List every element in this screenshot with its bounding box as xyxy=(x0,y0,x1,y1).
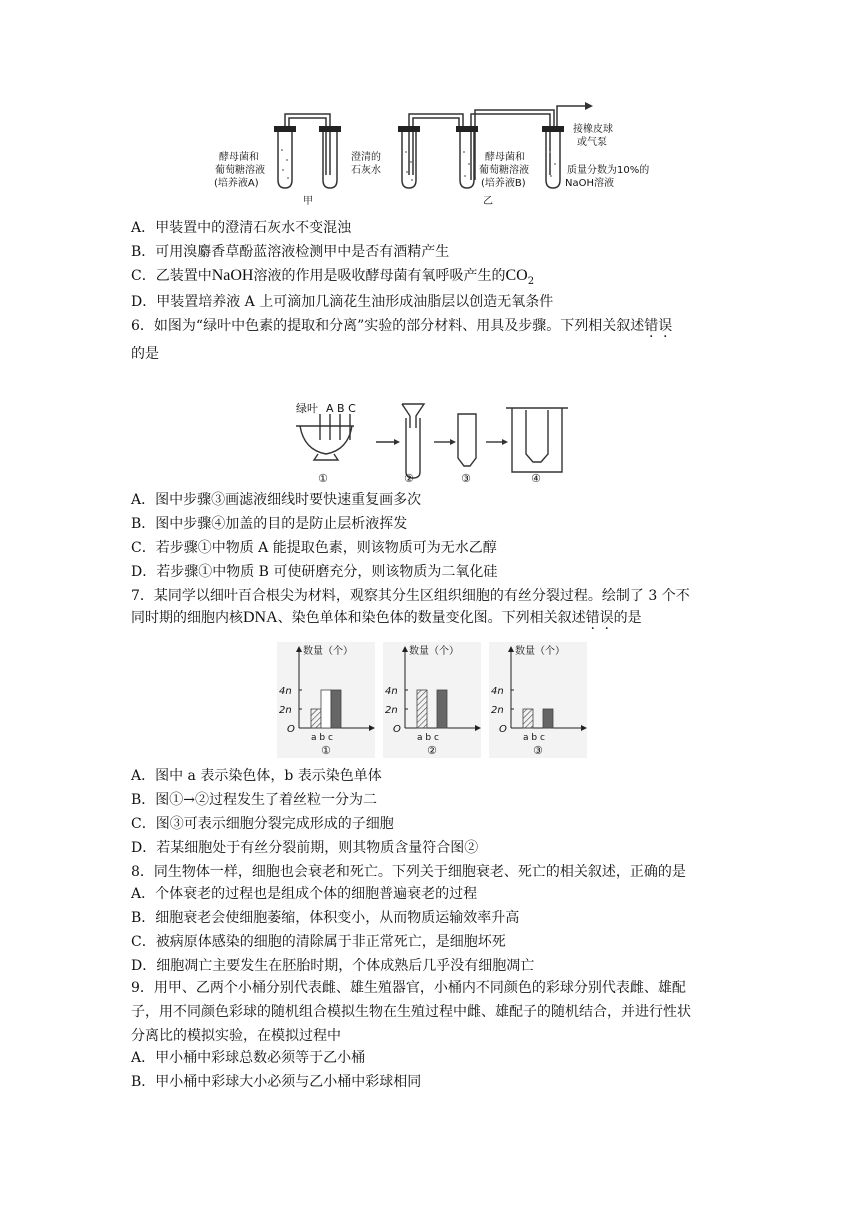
step-4: ④ xyxy=(531,472,541,485)
label-lime-2: 石灰水 xyxy=(351,165,381,176)
q7-option-a: A．图中 a 表示染色体，b 表示染色单体 xyxy=(131,768,382,784)
q9-option-b: B．甲小桶中彩球大小必须与乙小桶中彩球相同 xyxy=(131,1074,422,1090)
fermentation-apparatus-figure xyxy=(205,100,665,210)
q5-c-mid: 溶液的作用是吸收酵母菌有氧呼吸产生的 xyxy=(253,268,506,284)
step-1: ① xyxy=(318,472,328,485)
q8-option-a: A．个体衰老的过程也是组成个体的细胞普遍衰老的过程 xyxy=(131,886,478,902)
q9-stem-1: 9．用甲、乙两个小桶分别代表雌、雄生殖器官，小桶内不同颜色的彩球分别代表雌、雄配 xyxy=(131,980,686,996)
q5-option-a: A．甲装置中的澄清石灰水不变混浊 xyxy=(131,220,352,236)
pigment-extraction-figure xyxy=(290,400,580,485)
q7-stem-mid: 、染色单体和染色体的数量变化图。下列相关叙述 xyxy=(277,610,586,626)
label-a-1: 酵母菌和 xyxy=(219,152,259,163)
q9-stem-2: 子，用不同颜色彩球的随机组合模拟生物在生殖过程中雌、雄配子的随机结合，并进行性状 xyxy=(131,1004,691,1020)
q7-emph-2: 误 xyxy=(599,610,614,626)
q7-emph-1: 错 xyxy=(585,610,600,626)
origin-label: O xyxy=(393,724,401,735)
bar-c xyxy=(437,690,447,728)
q6-stem-1 xyxy=(131,316,672,336)
tick-label-4n: 4n xyxy=(491,686,504,697)
panel-label: ② xyxy=(427,744,437,757)
x-categories-label: a b c xyxy=(311,733,333,743)
label-b-3: (培养液B) xyxy=(481,178,526,189)
tick-label-2n: 2n xyxy=(491,705,504,716)
step-2: ② xyxy=(404,472,414,485)
q7-dna: DNA xyxy=(243,609,278,626)
q7-option-c: C．图③可表示细胞分裂完成形成的子细胞 xyxy=(131,816,394,832)
label-b-1: 酵母菌和 xyxy=(485,152,525,163)
label-pump-1: 接橡皮球 xyxy=(573,124,613,135)
y-axis-label: 数量（个） xyxy=(409,646,459,657)
abc-label: A B C xyxy=(326,402,356,415)
q9-stem-3: 分离比的模拟实验，在模拟过程中 xyxy=(131,1028,341,1044)
bar-c xyxy=(543,709,553,728)
label-naoh-2: NaOH溶液 xyxy=(565,178,614,189)
q5-c-pre: C．乙装置中 xyxy=(131,268,212,284)
q6-emph-2: 误 xyxy=(658,318,673,334)
bar-a xyxy=(523,709,533,728)
q5-c-co: CO xyxy=(505,267,528,284)
origin-label: O xyxy=(287,724,295,735)
x-categories-label: a b c xyxy=(523,733,545,743)
y-axis-label: 数量（个） xyxy=(303,646,353,657)
label-jia: 甲 xyxy=(303,196,313,207)
panel-label: ③ xyxy=(533,744,543,757)
q6-stem-pre: 6．如图为“绿叶中色素的提取和分离”实验的部分材料、用具及步骤。下列相关叙述 xyxy=(131,318,645,334)
q5-option-c xyxy=(131,266,534,292)
tick-label-4n: 4n xyxy=(385,686,398,697)
q7-stem-pre: 同时期的细胞内核 xyxy=(131,610,243,626)
q6-stem-2: 的是 xyxy=(131,346,159,362)
q5-option-d: D．甲装置培养液 A 上可滴加几滴花生油形成油脂层以创造无氧条件 xyxy=(131,294,554,310)
q6-option-b: B．图中步骤④加盖的目的是防止层析液挥发 xyxy=(131,516,408,532)
tick-label-4n: 4n xyxy=(279,686,292,697)
bar-c xyxy=(331,690,341,728)
q6-option-d: D．若步骤①中物质 B 可使研磨充分，则该物质为二氧化硅 xyxy=(131,564,498,580)
q7-stem-1: 7．某同学以细叶百合根尖为材料，观察其分生区组织细胞的有丝分裂过程。绘制了 3 个不 xyxy=(131,588,690,604)
q7-option-d: D．若某细胞处于有丝分裂前期，则其物质含量符合图② xyxy=(131,840,479,856)
q8-stem: 8．同生物体一样，细胞也会衰老和死亡。下列关于细胞衰老、死亡的相关叙述，正确的是 xyxy=(131,864,686,880)
label-lime-1: 澄清的 xyxy=(351,152,381,163)
q6-emph-1: 错 xyxy=(644,318,659,334)
q6-option-c: C．若步骤①中物质 A 能提取色素，则该物质可为无水乙醇 xyxy=(131,540,497,556)
bar-b xyxy=(321,690,331,728)
q5-c-sub: 2 xyxy=(527,275,535,287)
leaf-label: 绿叶 xyxy=(296,402,318,415)
q5-option-b: B．可用溴麝香草酚蓝溶液检测甲中是否有酒精产生 xyxy=(131,244,450,260)
q7-bar-charts xyxy=(275,638,595,762)
label-b-2: 葡萄糖溶液 xyxy=(479,165,529,176)
bar-a xyxy=(311,709,321,728)
bar-a xyxy=(417,690,427,728)
q8-option-b: B．细胞衰老会使细胞萎缩，体积变小，从而物质运输效率升高 xyxy=(131,910,520,926)
q7-stem-end: 的是 xyxy=(613,610,642,626)
q8-option-c: C．被病原体感染的细胞的清除属于非正常死亡，是细胞坏死 xyxy=(131,934,506,950)
panel-label: ① xyxy=(321,744,331,757)
label-yi: 乙 xyxy=(483,196,493,207)
q9-option-a: A．甲小桶中彩球总数必须等于乙小桶 xyxy=(131,1050,366,1066)
tick-label-2n: 2n xyxy=(385,705,398,716)
step-3: ③ xyxy=(461,472,471,485)
q5-c-naoh: NaOH xyxy=(211,267,254,284)
q7-stem-2 xyxy=(131,608,642,628)
q7-option-b: B．图①→②过程发生了着丝粒一分为二 xyxy=(131,792,378,808)
tick-label-2n: 2n xyxy=(279,705,292,716)
y-axis-label: 数量（个） xyxy=(515,646,565,657)
x-categories-label: a b c xyxy=(417,733,439,743)
q8-option-d: D．细胞凋亡主要发生在胚胎时期，个体成熟后几乎没有细胞凋亡 xyxy=(131,958,535,974)
label-a-2: 葡萄糖溶液 xyxy=(215,165,265,176)
q6-option-a: A．图中步骤③画滤液细线时要快速重复画多次 xyxy=(131,492,422,508)
label-naoh-1: 质量分数为10%的 xyxy=(567,165,650,176)
label-a-3: (培养液A) xyxy=(214,178,259,189)
origin-label: O xyxy=(499,724,507,735)
label-pump-2: 或气泵 xyxy=(577,137,607,148)
